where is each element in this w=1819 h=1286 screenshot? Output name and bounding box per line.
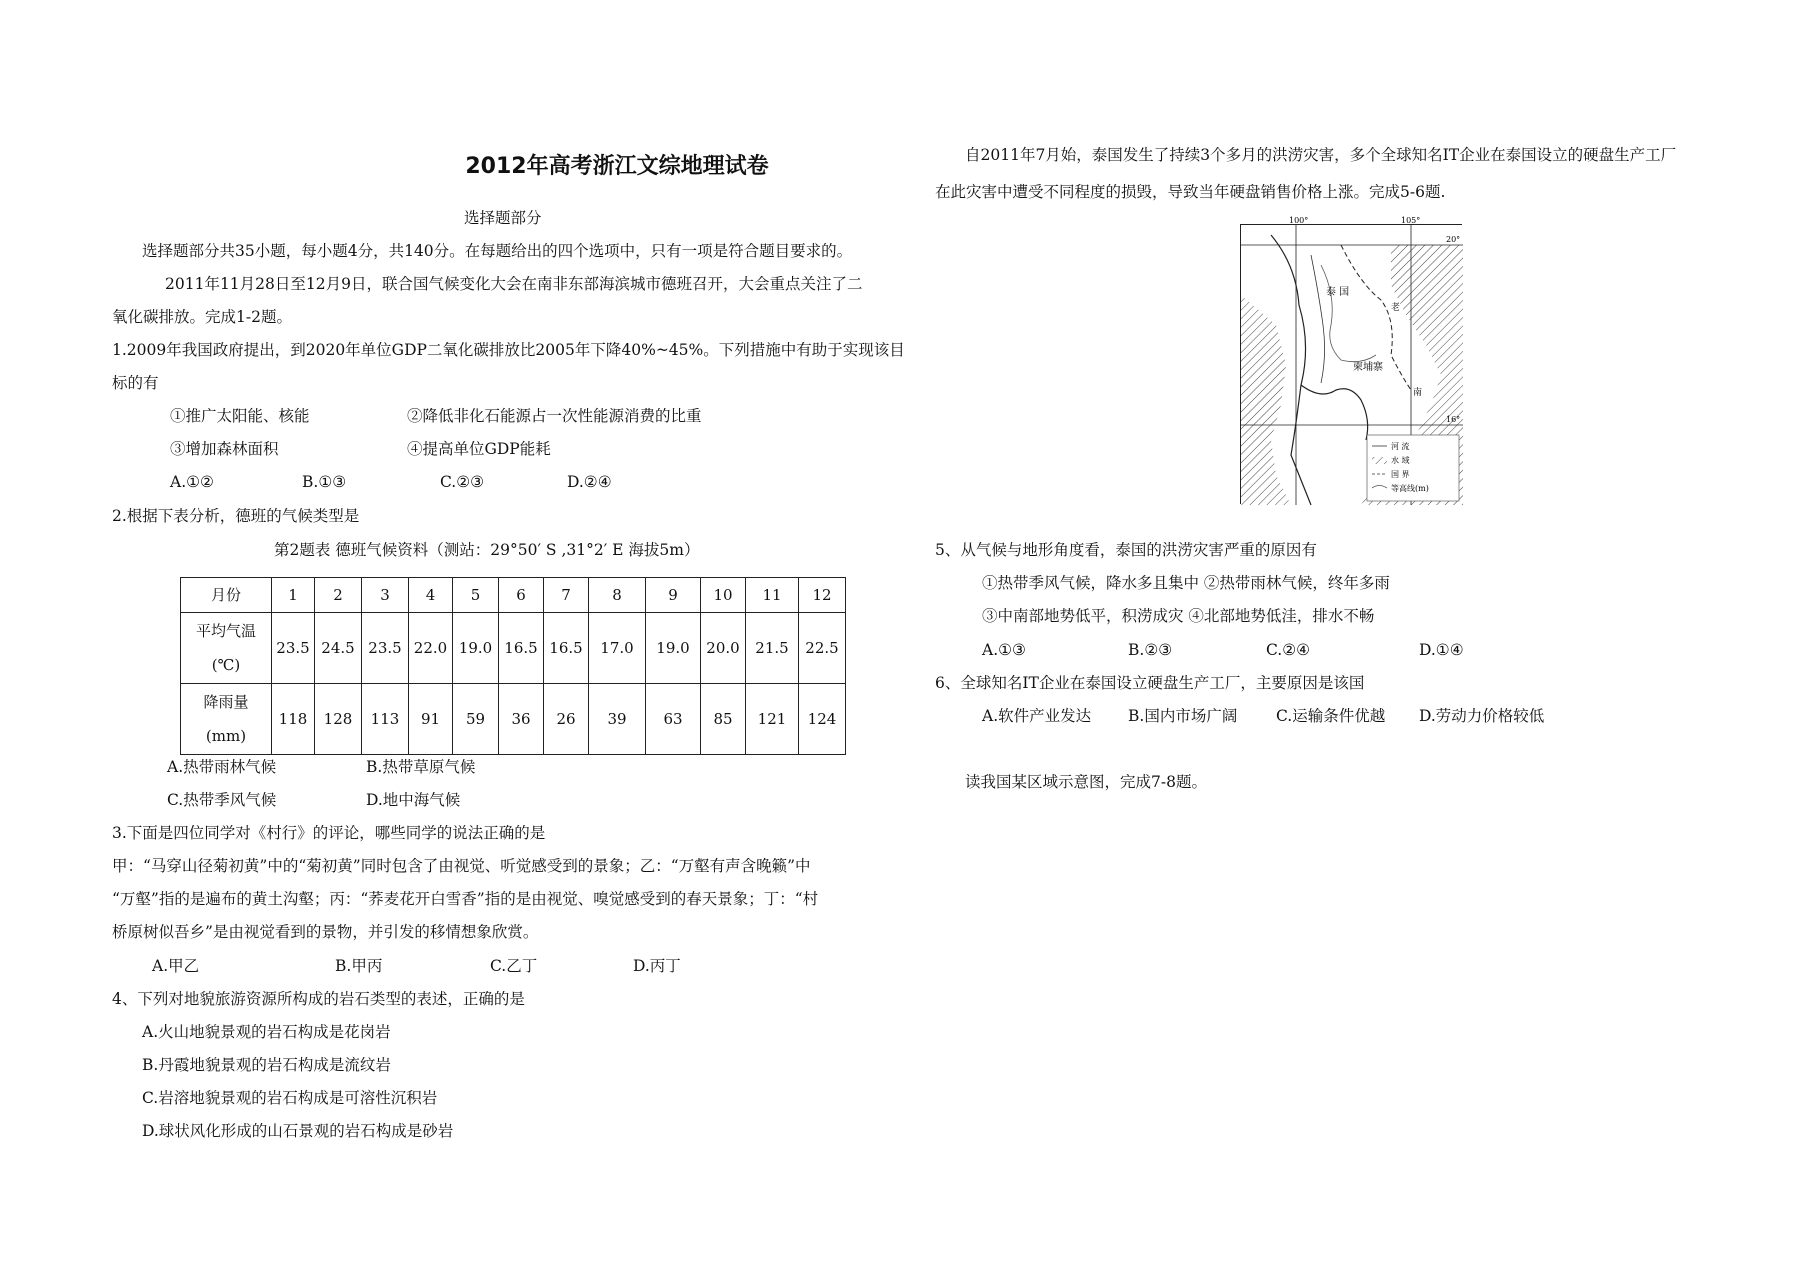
table-cell: 8 [589,578,646,613]
label-thailand: 泰 国 [1326,287,1350,298]
table-cell: 24.5 [315,613,362,684]
q4-option-a: A.火山地貌景观的岩石构成是花岗岩 [142,1023,391,1041]
table-cell: 17.0 [589,613,646,684]
q3-option-d: D.丙丁 [633,957,681,975]
temp-label-line2: (℃) [211,656,241,674]
rain-label-line2: (mm) [205,727,247,745]
q1-statement-2: ②降低非化石能源占一次性能源消费的比重 [407,407,702,425]
q2-stem: 2.根据下表分析，德班的气候类型是 [112,507,360,525]
table-cell: 26 [544,684,589,755]
q4-option-c: C.岩溶地貌景观的岩石构成是可溶性沉积岩 [142,1089,438,1107]
lat-label-16: 16° [1446,415,1461,424]
q1-option-b: B.①③ [302,473,347,491]
table-cell: 63 [646,684,701,755]
q1-statement-4: ④提高单位GDP能耗 [407,440,551,458]
q5-option-c: C.②④ [1266,641,1311,659]
q4-stem: 4、下列对地貌旅游资源所构成的岩石类型的表述，正确的是 [112,990,525,1008]
passage1-line1: 2011年11月28日至12月9日，联合国气候变化大会在南非东部海滨城市德班召开，大会重点关注了二 [165,275,863,293]
table-cell: 6 [499,578,544,613]
q1-stem-line2: 标的有 [112,374,159,392]
table-cell: 91 [409,684,453,755]
thailand-map [1240,216,1462,504]
table-cell: 22.0 [409,613,453,684]
temp-label-line1: 平均气温 [195,622,256,640]
table-cell: 124 [799,684,846,755]
table-cell: 16.5 [544,613,589,684]
q5-line1: ①热带季风气候，降水多且集中 ②热带雨林气候，终年多雨 [982,574,1390,592]
q6-option-d: D.劳动力价格较低 [1419,707,1545,725]
q5-option-d: D.①④ [1419,641,1464,659]
table-cell: 5 [453,578,499,613]
q3-option-c: C.乙丁 [490,957,538,975]
lat-label-20: 20° [1446,235,1461,244]
passage1-line2: 氧化碳排放。完成1-2题。 [112,308,292,326]
climate-table [180,577,846,755]
rain-label-line1: 降雨量 [203,693,249,711]
q5-stem: 5、从气候与地形角度看，泰国的洪涝灾害严重的原因有 [935,541,1317,559]
q2-option-c: C.热带季风气候 [167,791,277,809]
table-cell: 85 [701,684,746,755]
table-cell: 20.0 [701,613,746,684]
table-caption: 第2题表 德班气候资料（测站：29°50′ S ,31°2′ E 海拔5m） [274,541,700,559]
page-title: 2012年高考浙江文综地理试卷 [465,154,769,179]
q1-statement-1: ①推广太阳能、核能 [170,407,310,425]
q1-stem-line1: 1.2009年我国政府提出，到2020年单位GDP二氧化碳排放比2005年下降40%~45%。下列措施中有助于实现该目 [112,341,905,359]
table-cell: 10 [701,578,746,613]
q1-option-d: D.②④ [567,473,612,491]
q2-option-b: B.热带草原气候 [366,758,476,776]
table-cell: 19.0 [453,613,499,684]
q5-option-a: A.①③ [982,641,1026,659]
q6-option-b: B.国内市场广阔 [1128,707,1238,725]
table-cell: 39 [589,684,646,755]
q5-option-b: B.②③ [1128,641,1173,659]
q1-option-c: C.②③ [440,473,485,491]
table-cell: 19.0 [646,613,701,684]
table-cell: 9 [646,578,701,613]
table-cell: 3 [362,578,409,613]
table-header-month: 月份 [181,578,272,613]
q3-option-a: A.甲乙 [152,957,200,975]
q2-option-a: A.热带雨林气候 [167,758,277,776]
table-row-temp [181,613,846,684]
map-drawing [1241,216,1463,505]
table-cell: 118 [272,684,315,755]
section-heading: 选择题部分 [464,209,542,227]
q4-option-d: D.球状风化形成的山石景观的岩石构成是砂岩 [142,1122,454,1140]
table-cell: 113 [362,684,409,755]
q1-option-a: A.①② [170,473,214,491]
q78-stem: 读我国某区域示意图，完成7-8题。 [965,773,1207,791]
q4-option-b: B.丹霞地貌景观的岩石构成是流纹岩 [142,1056,391,1074]
lon-label-100: 100° [1289,216,1309,225]
table-cell: 22.5 [799,613,846,684]
table-cell: 4 [409,578,453,613]
label-laos: 老 [1391,303,1401,313]
table-cell: 59 [453,684,499,755]
q3-line3: 桥原树似吾乡”是由视觉看到的景物，并引发的移情想象欣赏。 [112,923,539,941]
table-row-month [181,578,846,613]
q3-line2: “万壑”指的是遍布的黄土沟壑；丙：“荞麦花开白雪香”指的是由视觉、嗅觉感受到的春天景象；丁：“村 [112,890,819,908]
table-row-rain [181,684,846,755]
label-vietnam: 南 [1413,388,1423,398]
table-cell: 12 [799,578,846,613]
table-cell: 23.5 [362,613,409,684]
table-cell: 23.5 [272,613,315,684]
table-cell: 21.5 [746,613,799,684]
legend-water: 水 域 [1391,456,1410,465]
table-cell: 7 [544,578,589,613]
q3-option-b: B.甲丙 [335,957,383,975]
intro-text: 选择题部分共35小题，每小题4分，共140分。在每题给出的四个选项中，只有一项是符合题目要求的。 [142,242,853,260]
label-cambodia: 柬埔寨 [1353,362,1383,373]
table-cell: 36 [499,684,544,755]
q6-stem: 6、全球知名IT企业在泰国设立硬盘生产工厂，主要原因是该国 [935,674,1365,692]
table-cell: 16.5 [499,613,544,684]
q6-option-a: A.软件产业发达 [982,707,1092,725]
table-cell: 1 [272,578,315,613]
legend-river: 河 流 [1391,442,1410,451]
q2-option-d: D.地中海气候 [366,791,461,809]
q6-option-c: C.运输条件优越 [1276,707,1386,725]
table-cell: 128 [315,684,362,755]
q5-line2: ③中南部地势低平，积涝成灾 ④北部地势低洼，排水不畅 [982,607,1375,625]
legend-border: 国 界 [1391,470,1410,479]
passage2-line1: 自2011年7月始，泰国发生了持续3个多月的洪涝灾害，多个全球知名IT企业在泰国设立的硬盘生产工厂 [965,146,1677,164]
q1-statement-3: ③增加森林面积 [170,440,279,458]
table-header-temp [181,613,272,684]
q3-line1: 甲：“马穿山径菊初黄”中的“菊初黄”同时包含了由视觉、听觉感受到的景象；乙：“万壑有声含晚籁”中 [112,857,811,875]
q3-stem: 3.下面是四位同学对《村行》的评论，哪些同学的说法正确的是 [112,824,546,842]
passage2-line2: 在此灾害中遭受不同程度的损毁，导致当年硬盘销售价格上涨。完成5-6题. [935,183,1446,201]
lon-label-105: 105° [1401,216,1421,225]
table-header-rain [181,684,272,755]
table-cell: 121 [746,684,799,755]
table-cell: 11 [746,578,799,613]
legend-contour: 等高线(m) [1391,484,1429,493]
table-cell: 2 [315,578,362,613]
